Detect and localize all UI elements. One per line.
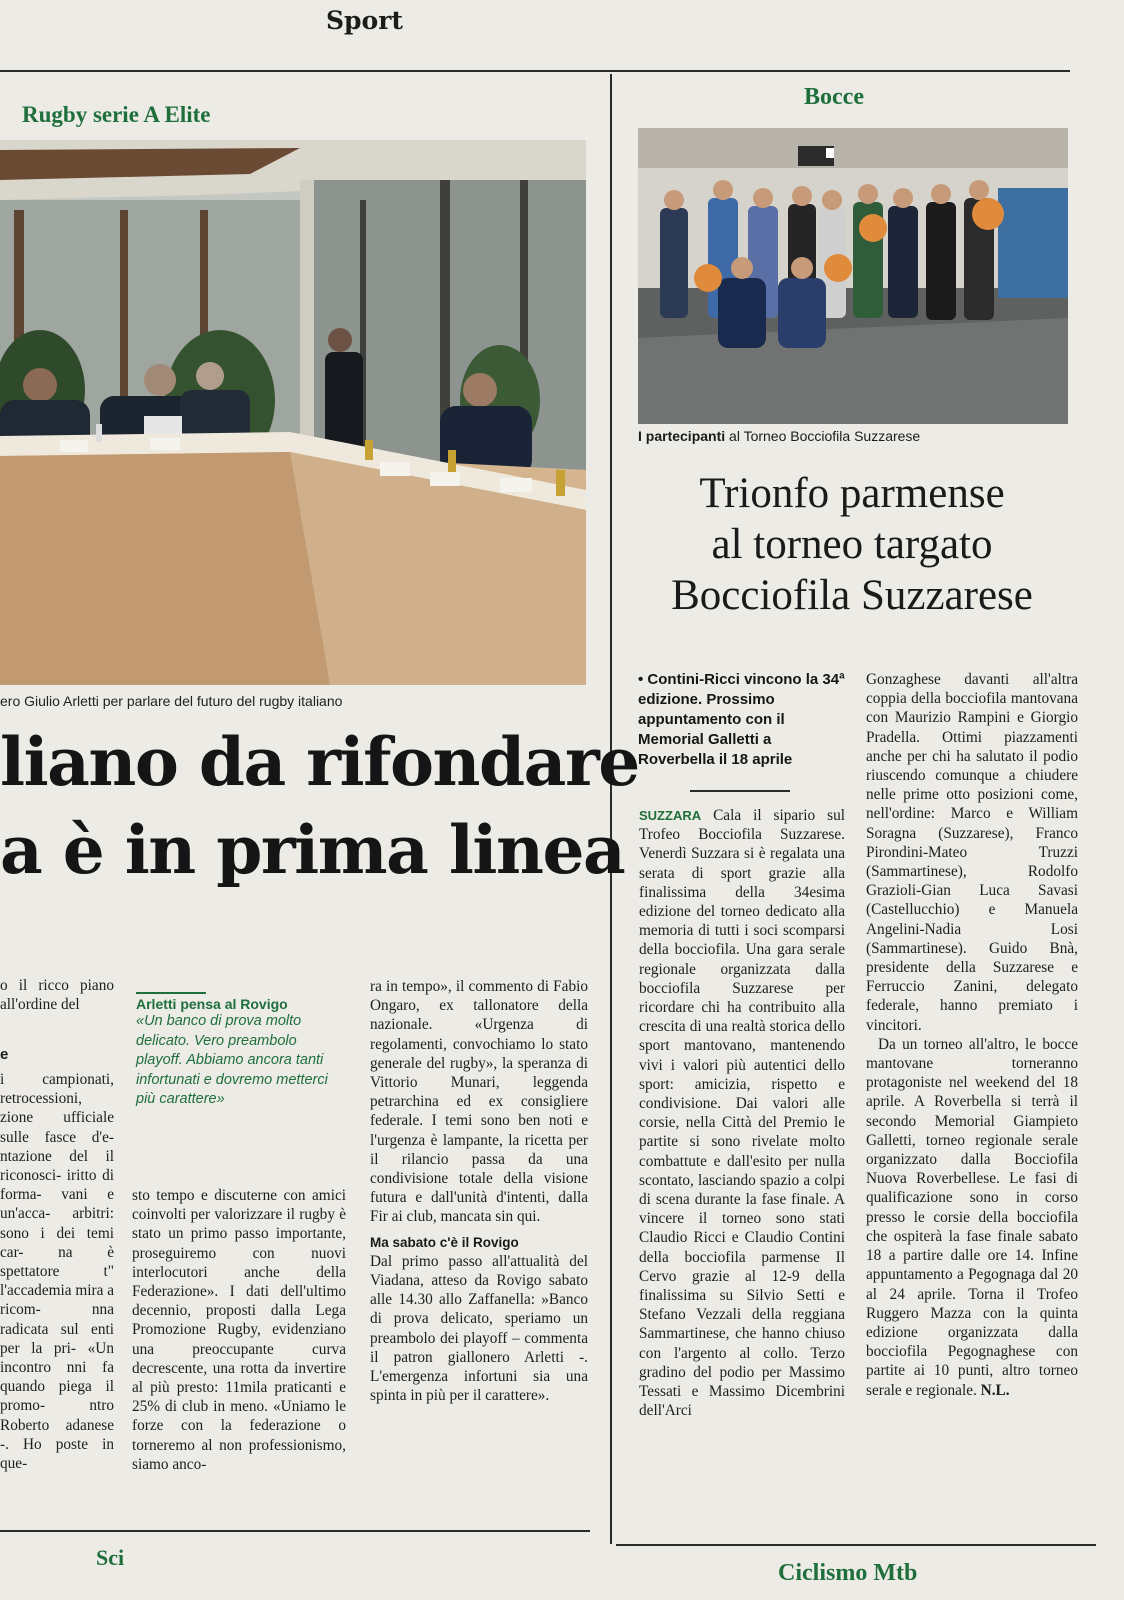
rugby-col3-subhead: Ma sabato c'è il Rovigo: [370, 1234, 519, 1250]
bocce-photo-image: [638, 128, 1068, 424]
footer-left-kicker: Sci: [96, 1545, 125, 1570]
bocce-col1-text: [639, 806, 845, 1421]
bocce-subhead: • Contini-Ricci vincono la 34ª edizione. Prossimo appuntamento con il Memorial Galletti a Roverbella il 18 aprile: [638, 671, 845, 768]
top-rule: [0, 70, 1070, 72]
bocce-col1: [639, 806, 845, 1421]
bocce-col2-para2: [866, 1035, 1078, 1400]
bocce-col2-para1: Gonzaghese davanti all'altra coppia della bocciofila mantovana con Maurizio Rampini e Giorgio Pradella. Ottimi piazzamenti anche per chi ha salutato il podio riuscendo comunque a chiudere nelle prime otto posizioni come, nell'ordine: Marco e William Soragna (Suzzarese), Franco Pirondini-Mateo Truzzi (Sammartinese), Rodolfo Grazioli-Gian Luca Savasi (Castellucchio) e Manuela Angelini-Nadia Losi (Sammartinese). Guido Bnà, presidente della Suzzarese e Ferruccio Zanini, delegato federale, hanno premiato i vincitori.: [866, 671, 1078, 1034]
rugby-col1-text: i campionati, retrocessioni, zione ufficiale sulle fasce d'e- ntazione del il riconosci- iritto di forma- vani e un'acca- arbitri: sono i dei temi car- na è spettatore t" l'accademia mira a ricom- nna radicata sul enti per la pri- «Un incontro nni fa quando piega il promo- ntro Roberto adanese -. Ho poste in que-: [0, 1071, 115, 1473]
arletti-box-rule: [136, 992, 206, 994]
arletti-box-text: «Un banco di prova molto delicato. Vero preambolo playoff. Abbiamo ancora tanti infortunati e dovremo metterci più carattere»: [136, 1013, 328, 1107]
rugby-col3: [370, 977, 588, 1405]
rugby-col1-heading: e: [0, 1046, 9, 1063]
bocce-headline-line1: Trionfo parmense: [699, 470, 1005, 517]
rugby-col1-top-text: o il ricco piano all'ordine del: [0, 977, 114, 1014]
rugby-col1-top: [0, 976, 114, 1014]
rugby-photo-caption: ero Giulio Arletti per parlare del futuro del rugby italiano: [0, 693, 343, 709]
bocce-signature: N.L.: [980, 1381, 1010, 1399]
rugby-photo: [0, 140, 586, 685]
bocce-headline: [622, 468, 1082, 621]
arletti-box-title: Arletti pensa al Rovigo: [136, 996, 288, 1012]
rugby-col3-text2: Dal primo passo all'attualità del Viadana, atteso da Rovigo sabato alle 14.30 allo Zaffanella: »Banco di prova delicato, speriamo un preambolo dei playoff – commenta il patron giallonero Arletti -. L'emergenza infortuni sia una spinta in più per il carattere».: [370, 1252, 588, 1405]
section-title: Sport: [326, 6, 403, 35]
bocce-kicker: Bocce: [804, 84, 864, 110]
rugby-headline-line1: liano da rifondare: [0, 723, 639, 801]
arletti-box: [136, 992, 344, 1110]
bocce-col1-body: Cala il sipario sul Trofeo Bocciofila Suzzarese. Venerdì Suzzara si è regalata una serata di sport grazie alla finalissima della 34esima edizione del torneo dedicato alla memoria di tutti i soci scomparsi della bocciofila. Una gara serale regionale organizzata dalla bocciofila Suzzarese per ricordare chi ha contribuito alla crescita di una realtà storica dello sport mantovano, mantenendo vivi i valori più autentici dello sport: amicizia, rispetto e condivisione. Dai valori alle corsie, nella Città del Premio le partite si sono rivelate molto combattute e dall'esito per nulla scontato, lasciando spazio a colpi di scena durante la fase finale. A vincere il torneo sono stati Claudio Ricci e Claudio Contini della bocciofila parmense Il Cervo grazie al 12-9 della finalissima su Silvio Setti e Stefano Vezzali della reggiana Sammartinese, che hanno chiuso con l'argento al collo. Terzo gradino del podio per Massimo Tessati e Massimo Dicembrini dell'Arci: [639, 807, 845, 1420]
bocce-caption-rest: al Torneo Bocciofila Suzzarese: [725, 428, 921, 444]
rugby-kicker: Rugby serie A Elite: [22, 102, 211, 127]
bottom-rule-left: [0, 1530, 590, 1532]
rugby-col1: [0, 1070, 114, 1473]
bocce-col2: [866, 670, 1078, 1400]
bocce-headline-line3: Bocciofila Suzzarese: [671, 572, 1033, 619]
rugby-headline-line2: a è in prima linea: [0, 811, 625, 889]
bocce-subhead-rule: [690, 790, 790, 792]
bocce-photo: [638, 128, 1068, 424]
bocce-dateline: SUZZARA: [639, 808, 702, 823]
rugby-photo-image: [0, 140, 586, 685]
bocce-headline-line2: al torneo targato: [711, 521, 993, 568]
rugby-col3-text1: ra in tempo», il commento di Fabio Ongaro, ex tallonatore della nazionale. «Urgenza di regolamenti, convochiamo lo stato generale del rugby», la speranza di Vittorio Munari, leggenda petrarchina ed ex consigliere federale. I temi sono ben noti e l'urgenza è lampante, la ricetta per il rilancio passa da una condivisione totale della visione futura e dall'unità d'intenti, dalla Fir ai club, mancata sin qui.: [370, 978, 588, 1226]
footer-right-kicker: Ciclismo Mtb: [778, 1560, 918, 1586]
bottom-rule-right: [616, 1544, 1096, 1546]
bocce-photo-caption: [638, 428, 920, 444]
rugby-col2: [132, 1186, 346, 1474]
column-divider: [610, 74, 612, 1544]
rugby-col2-text: sto tempo e discuterne con amici coinvolti per valorizzare il rugby è stato un primo passo importante, proseguiremo con nuovi interlocutori anche della Federazione». I dati dell'ultimo decennio, proposti dalla Lega Promozione Rugby, evidenziano una preoccupante curva decrescente, una rotta da invertire al più presto: 11mila praticanti e 25% di club in meno. «Uniamo le forze con la federazione o torneremo al non professionismo, siamo anco-: [132, 1187, 346, 1473]
bocce-col2-para2-text: Da un torneo all'altro, le bocce mantovane torneranno protagoniste nel weekend del 18 aprile. A Roverbella si terrà il secondo Memorial Giampieto Galletti, torneo regionale serale organizzato dalla Bocciofila Nuova Roverbellese. Le fasi di qualificazione sono in corso presso le corsie della bocciofila che ospiterà la fase finale sabato 18 a partire dalle ore 14. Infine appuntamento a Pegognaga dal 20 al 24 aprile. Torna il Trofeo Ruggero Mazza con la quinta edizione organizzata dalla bocciofila Pegognaghese con partite ai 10 punti, altro torneo serale e regionale.: [866, 1035, 1078, 1399]
bocce-caption-bold: I partecipanti: [638, 428, 726, 444]
